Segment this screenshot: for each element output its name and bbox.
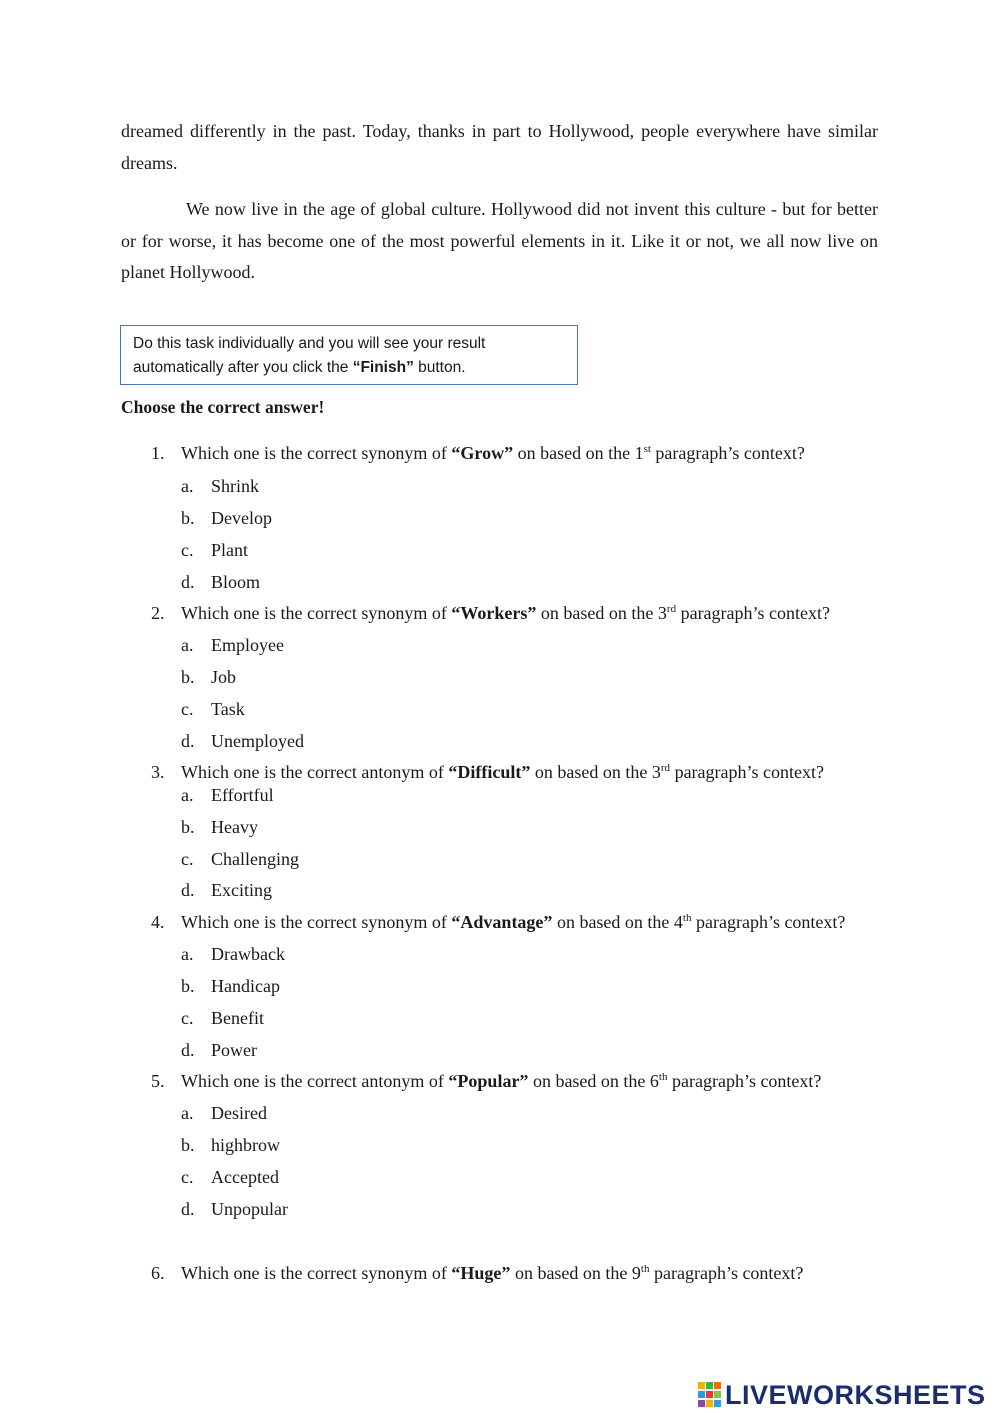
- question-text-post: paragraph’s context?: [691, 912, 846, 932]
- option-letter: b.: [181, 976, 195, 996]
- note-line-1: Do this task individually and you will see your result: [133, 335, 486, 352]
- ordinal-suffix: rd: [666, 603, 677, 615]
- liveworksheets-logo-icon: [698, 1382, 722, 1408]
- option-letter: a.: [181, 635, 194, 655]
- option-text: Exciting: [211, 880, 272, 900]
- question-keyword: “Difficult”: [448, 762, 531, 782]
- option-text: Benefit: [211, 1008, 264, 1028]
- question-keyword: “Grow”: [451, 443, 514, 463]
- option-letter: a.: [181, 785, 194, 805]
- question-keyword: “Huge”: [451, 1263, 511, 1283]
- option-letter: a.: [181, 1103, 194, 1123]
- question-text-pre: Which one is the correct synonym of: [181, 1263, 452, 1283]
- option-letter: b.: [181, 667, 195, 687]
- paragraph-2: We now live in the age of global culture. Hollywood did not invent this culture - but for better or for worse, it has become one of the most powerful elements in it. Like it or not, we all now live on planet Hollywood.: [121, 199, 878, 282]
- option-letter: d.: [181, 572, 195, 592]
- question-text-mid: on based on the 4: [552, 912, 683, 932]
- option-4c[interactable]: [181, 1007, 264, 1029]
- question-text-post: paragraph’s context?: [670, 762, 824, 782]
- question-text-pre: Which one is the correct synonym of: [181, 912, 452, 932]
- option-letter: c.: [181, 849, 194, 869]
- question-1: [151, 442, 805, 464]
- option-5d[interactable]: [181, 1198, 288, 1220]
- option-letter: d.: [181, 880, 195, 900]
- question-text-mid: on based on the 3: [530, 762, 661, 782]
- finish-keyword: “Finish”: [352, 359, 414, 376]
- option-text: Challenging: [211, 849, 299, 869]
- option-text: Handicap: [211, 976, 280, 996]
- option-text: Task: [211, 699, 245, 719]
- liveworksheets-logo: [698, 1378, 986, 1412]
- note-line-2: [133, 356, 565, 380]
- option-letter: c.: [181, 540, 194, 560]
- option-5c[interactable]: [181, 1166, 279, 1188]
- option-letter: c.: [181, 1167, 194, 1187]
- option-5a[interactable]: [181, 1102, 267, 1124]
- option-text: Drawback: [211, 944, 285, 964]
- option-3c[interactable]: [181, 848, 299, 870]
- ordinal-suffix: th: [640, 1263, 650, 1275]
- option-text: Employee: [211, 635, 284, 655]
- option-text: Accepted: [211, 1167, 279, 1187]
- instruction-note-box: [120, 325, 578, 385]
- option-letter: c.: [181, 699, 194, 719]
- ordinal-suffix: rd: [660, 762, 671, 774]
- question-number: 6.: [151, 1263, 165, 1283]
- option-letter: c.: [181, 1008, 194, 1028]
- option-text: Power: [211, 1040, 257, 1060]
- option-text: Effortful: [211, 785, 274, 805]
- option-text: Plant: [211, 540, 249, 560]
- option-4b[interactable]: [181, 975, 280, 997]
- option-4d[interactable]: [181, 1039, 257, 1061]
- option-2d[interactable]: [181, 730, 304, 752]
- question-text-mid: on based on the 9: [510, 1263, 641, 1283]
- option-3d[interactable]: [181, 879, 272, 901]
- question-3: [151, 761, 824, 783]
- option-text: Develop: [211, 508, 272, 528]
- question-number: 2.: [151, 603, 165, 623]
- question-text-post: paragraph’s context?: [650, 443, 805, 463]
- question-4: [151, 911, 845, 933]
- option-5b[interactable]: [181, 1134, 280, 1156]
- option-text: Job: [211, 667, 237, 687]
- question-keyword: “Popular”: [448, 1071, 529, 1091]
- option-4a[interactable]: [181, 943, 285, 965]
- option-letter: b.: [181, 1135, 195, 1155]
- option-letter: a.: [181, 944, 194, 964]
- option-3a[interactable]: [181, 784, 274, 806]
- note-line-2-pre: automatically after you click the: [133, 359, 353, 376]
- option-2a[interactable]: [181, 634, 284, 656]
- instruction-heading: Choose the correct answer!: [121, 397, 325, 417]
- question-text-pre: Which one is the correct synonym of: [181, 603, 452, 623]
- question-text-mid: on based on the 1: [513, 443, 644, 463]
- option-1a[interactable]: [181, 475, 259, 497]
- question-5: [151, 1070, 821, 1092]
- liveworksheets-logo-text: LIVEWORKSHEETS: [725, 1379, 986, 1410]
- option-letter: a.: [181, 476, 194, 496]
- option-letter: d.: [181, 1040, 195, 1060]
- option-1c[interactable]: [181, 539, 248, 561]
- ordinal-suffix: th: [682, 912, 692, 924]
- option-text: Bloom: [211, 572, 261, 592]
- question-text-pre: Which one is the correct synonym of: [181, 443, 452, 463]
- question-text-post: paragraph’s context?: [676, 603, 831, 623]
- option-text: Unemployed: [211, 731, 304, 751]
- question-2: [151, 602, 830, 624]
- option-text: Heavy: [211, 817, 258, 837]
- option-1d[interactable]: [181, 571, 260, 593]
- option-3b[interactable]: [181, 816, 258, 838]
- question-text-pre: Which one is the correct antonym of: [181, 762, 449, 782]
- question-keyword: “Advantage”: [451, 912, 553, 932]
- option-2b[interactable]: [181, 666, 236, 688]
- ordinal-suffix: th: [658, 1071, 668, 1083]
- question-number: 4.: [151, 912, 165, 932]
- question-text-post: paragraph’s context?: [649, 1263, 804, 1283]
- option-letter: b.: [181, 817, 195, 837]
- note-line-2-post: button.: [413, 359, 466, 376]
- option-text: Desired: [211, 1103, 267, 1123]
- question-text-mid: on based on the 3: [536, 603, 667, 623]
- option-1b[interactable]: [181, 507, 272, 529]
- question-number: 1.: [151, 443, 165, 463]
- option-text: Shrink: [211, 476, 260, 496]
- question-text-post: paragraph’s context?: [667, 1071, 822, 1091]
- question-number: 5.: [151, 1071, 165, 1091]
- ordinal-suffix: st: [643, 443, 651, 455]
- option-text: Unpopular: [211, 1199, 288, 1219]
- option-letter: d.: [181, 731, 195, 751]
- question-number: 3.: [151, 762, 165, 782]
- option-letter: d.: [181, 1199, 195, 1219]
- question-keyword: “Workers”: [451, 603, 537, 623]
- question-6: [151, 1262, 803, 1284]
- option-2c[interactable]: [181, 698, 245, 720]
- question-text-mid: on based on the 6: [528, 1071, 659, 1091]
- option-letter: b.: [181, 508, 195, 528]
- question-text-pre: Which one is the correct antonym of: [181, 1071, 449, 1091]
- paragraph-1: dreamed differently in the past. Today, thanks in part to Hollywood, people everywhere have similar dreams.: [121, 121, 878, 173]
- option-text: highbrow: [211, 1135, 280, 1155]
